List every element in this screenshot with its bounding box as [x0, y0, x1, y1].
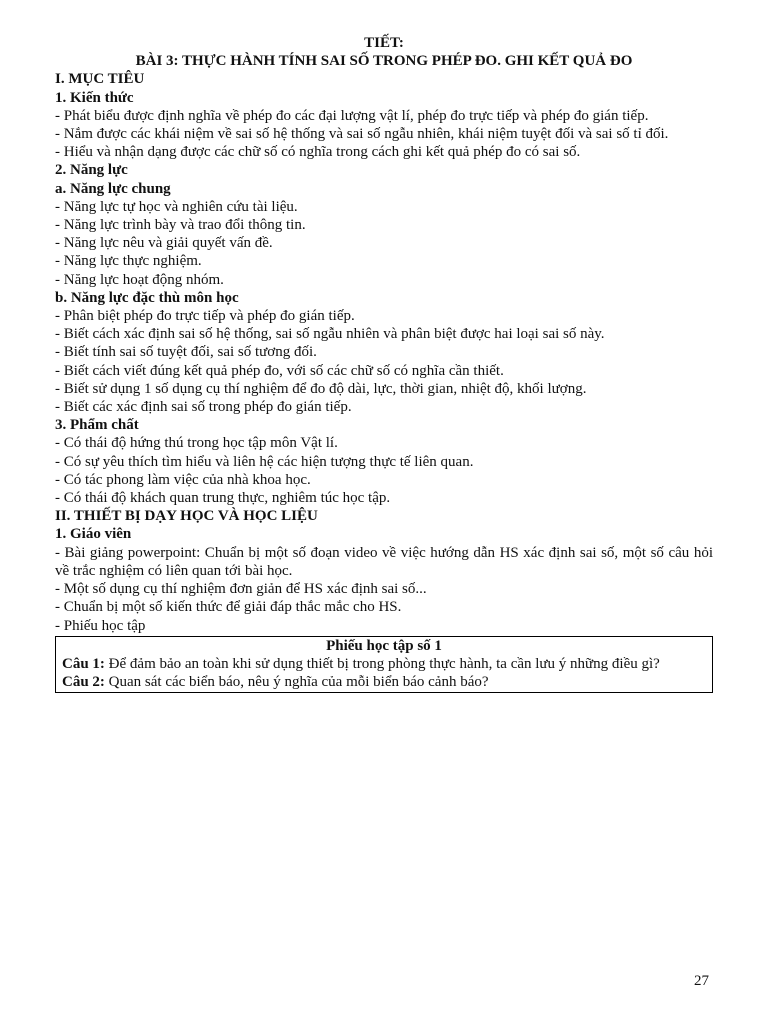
teacher-item: - Bài giảng powerpoint: Chuẩn bị một số đoạn video về việc hướng dẫn HS xác định sai số, một số câu hỏi về trắc nghiệm có liên quan tới bài học.: [55, 544, 713, 579]
competency-title: 2. Năng lực: [55, 162, 128, 179]
teacher-item: - Chuẩn bị một số kiến thức để giải đáp thắc mắc cho HS.: [55, 599, 402, 616]
qualities-title: 3. Phẩm chất: [55, 417, 139, 434]
lesson-title: BÀI 3: THỰC HÀNH TÍNH SAI SỐ TRONG PHÉP ĐO. GHI KẾT QUẢ ĐO: [135, 53, 633, 70]
specific-competency-item: - Biết các xác định sai số trong phép đo gián tiếp.: [55, 399, 352, 416]
teacher-title: 1. Giáo viên: [55, 526, 132, 543]
worksheet-question-1: [62, 655, 706, 673]
teacher-item: - Phiếu học tập: [55, 617, 146, 634]
worksheet-title: Phiếu học tập số 1: [326, 637, 442, 654]
specific-competency-item: - Phân biệt phép đo trực tiếp và phép đo gián tiếp.: [55, 308, 355, 325]
knowledge-title: 1. Kiến thức: [55, 89, 134, 106]
question-1-text: Để đảm bảo an toàn khi sử dụng thiết bị trong phòng thực hành, ta cần lưu ý những điều gì?: [104, 655, 660, 672]
general-competency-item: - Năng lực nêu và giải quyết vấn đề.: [55, 235, 273, 252]
specific-competency-item: - Biết tính sai số tuyệt đối, sai số tương đối.: [55, 344, 317, 361]
question-1-label: Câu 1:: [62, 655, 105, 672]
knowledge-item: - Phát biểu được định nghĩa về phép đo các đại lượng vật lí, phép đo trực tiếp và phép đo gián tiếp.: [55, 107, 649, 124]
lesson-number: TIẾT:: [364, 35, 404, 51]
qualities-item: - Có thái độ khách quan trung thực, nghiêm túc học tập.: [55, 490, 391, 507]
qualities-item: - Có thái độ hứng thú trong học tập môn Vật lí.: [55, 435, 338, 452]
general-competency-item: - Năng lực thực nghiệm.: [55, 253, 202, 270]
section-equipment-title: II. THIẾT BỊ DẠY HỌC VÀ HỌC LIỆU: [55, 508, 318, 525]
worksheet-question-2: [62, 673, 706, 691]
question-2-text: Quan sát các biển báo, nêu ý nghĩa của mỗi biển báo cảnh báo?: [104, 674, 489, 691]
page-number: 27: [694, 973, 709, 989]
teacher-item: - Một số dụng cụ thí nghiệm đơn giản để HS xác định sai số...: [55, 581, 427, 598]
specific-competency-title: b. Năng lực đặc thù môn học: [55, 289, 239, 306]
specific-competency-item: - Biết sử dụng 1 số dụng cụ thí nghiệm để đo độ dài, lực, thời gian, nhiệt độ, khối lượng.: [55, 380, 587, 397]
section-objectives-title: I. MỤC TIÊU: [55, 71, 145, 88]
general-competency-item: - Năng lực trình bày và trao đổi thông tin.: [55, 217, 306, 234]
knowledge-item: - Hiểu và nhận dạng được các chữ số có nghĩa trong cách ghi kết quả phép đo có sai số.: [55, 144, 581, 161]
general-competency-title: a. Năng lực chung: [55, 180, 171, 197]
qualities-item: - Có sự yêu thích tìm hiểu và liên hệ các hiện tượng thực tế liên quan.: [55, 453, 474, 470]
general-competency-item: - Năng lực tự học và nghiên cứu tài liệu.: [55, 198, 298, 215]
document-page: [55, 34, 713, 693]
question-2-label: Câu 2:: [62, 674, 105, 691]
general-competency-item: - Năng lực hoạt động nhóm.: [55, 271, 224, 288]
knowledge-item: - Nắm được các khái niệm về sai số hệ thống và sai số ngẫu nhiên, khái niệm tuyệt đối và sai số tỉ đối.: [55, 126, 669, 143]
qualities-item: - Có tác phong làm việc của nhà khoa học.: [55, 471, 311, 488]
worksheet-box: [55, 636, 713, 694]
specific-competency-item: - Biết cách viết đúng kết quả phép đo, với số các chữ số có nghĩa cần thiết.: [55, 362, 504, 379]
specific-competency-item: - Biết cách xác định sai số hệ thống, sai số ngẫu nhiên và phân biệt được hai loại sai số này.: [55, 326, 605, 343]
